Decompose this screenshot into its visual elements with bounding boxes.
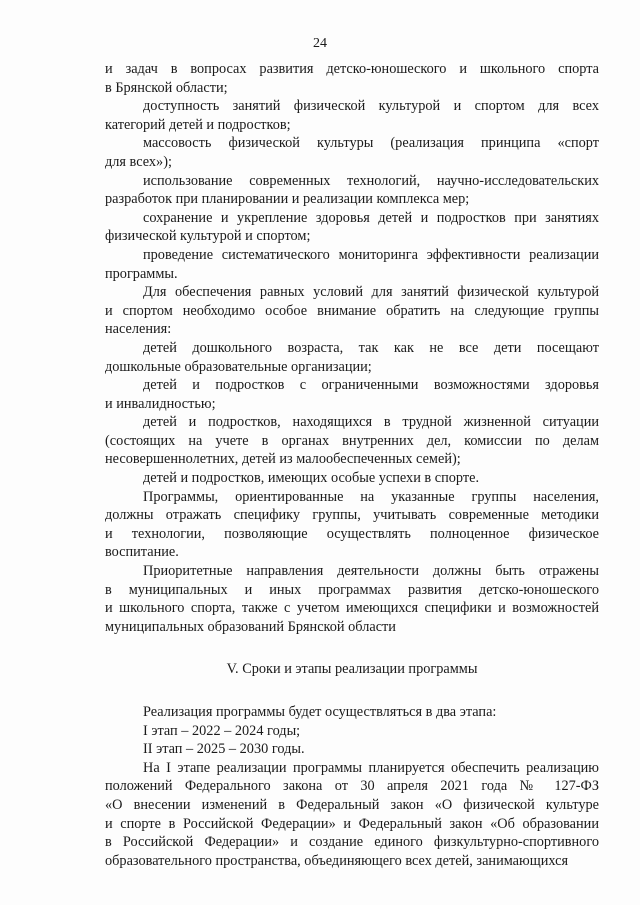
paragraphs-after-heading	[105, 703, 599, 870]
text-line: детей дошкольного возраста, так как не все дети посещают	[143, 339, 599, 356]
text-line: Для обеспечения равных условий для занятий физической культурой	[143, 284, 599, 301]
text-line: разработок при планировании и реализации комплекса мер;	[105, 191, 470, 208]
text-line: в муниципальных и иных программах развития детско-юношеского	[105, 581, 599, 598]
text-line: муниципальных образований Брянской области	[105, 618, 396, 635]
document-body	[105, 60, 599, 870]
text-line: I этап – 2022 – 2024 годы;	[143, 722, 301, 739]
paragraph	[105, 134, 599, 171]
paragraph	[105, 283, 599, 339]
text-line: и инвалидностью;	[105, 395, 216, 412]
text-line: массовость физической культуры (реализация принципа «спорт	[143, 135, 599, 152]
text-line: образовательного пространства, объединяющего всех детей, занимающихся	[105, 852, 569, 869]
paragraph	[105, 703, 599, 722]
paragraph	[105, 722, 599, 741]
text-line: На I этапе реализации программы планируется обеспечить реализацию	[143, 759, 599, 776]
text-line: воспитание.	[105, 544, 179, 561]
paragraph	[105, 339, 599, 376]
text-line: Реализация программы будет осуществляться в два этапа:	[143, 704, 497, 720]
text-line: и школьного спорта, также с учетом имеющихся специфики и возможностей	[105, 600, 599, 617]
text-line: сохранение и укрепление здоровья детей и подростков при занятиях	[143, 209, 599, 226]
paragraph	[105, 413, 599, 469]
paragraph	[105, 488, 599, 562]
text-line: и задач в вопросах развития детско-юношеского и школьного спорта	[105, 61, 599, 77]
text-line: в Российской Федерации» и создание единого физкультурно-спортивного	[105, 834, 599, 851]
text-line: и технологии, позволяющие осуществлять полноценное физическое	[105, 525, 599, 542]
text-line: доступность занятий физической культурой и спортом для всех	[143, 98, 599, 115]
text-line: проведение систематического мониторинга эффективности реализации	[143, 246, 599, 263]
paragraph	[105, 97, 599, 134]
text-line: (состоящих на учете в органах внутренних дел, комиссии по делам	[105, 432, 599, 449]
paragraph	[105, 246, 599, 283]
text-line: программы.	[105, 265, 178, 282]
paragraph	[105, 172, 599, 209]
text-line: детей и подростков, имеющих особые успехи в спорте.	[143, 470, 480, 487]
paragraph	[105, 740, 599, 759]
paragraph	[105, 469, 599, 488]
paragraph	[105, 209, 599, 246]
paragraph	[105, 60, 599, 97]
paragraph	[105, 562, 599, 636]
text-line: должны отражать специфику группы, учитывать современные методики	[105, 507, 599, 524]
text-line: и спортом необходимо особое внимание обратить на следующие группы	[105, 302, 599, 319]
text-line: физической культурой и спортом;	[105, 228, 311, 245]
text-line: «О внесении изменений в Федеральный закон «О физической культуре	[105, 796, 599, 813]
paragraph	[105, 376, 599, 413]
paragraphs-before-heading	[105, 60, 599, 636]
text-line: положений Федерального закона от 30 апреля 2021 года № 127-ФЗ	[105, 778, 599, 795]
text-line: II этап – 2025 – 2030 годы.	[143, 741, 305, 758]
page-number: 24	[313, 36, 327, 51]
text-line: Приоритетные направления деятельности должны быть отражены	[143, 563, 599, 580]
text-line: дошкольные образовательные организации;	[105, 358, 372, 375]
paragraph	[105, 759, 599, 871]
text-line: категорий детей и подростков;	[105, 116, 291, 133]
section-heading: V. Сроки и этапы реализации программы	[226, 661, 478, 678]
text-line: Программы, ориентированные на указанные группы населения,	[143, 488, 599, 505]
text-line: в Брянской области;	[105, 79, 228, 96]
text-line: для всех»);	[105, 153, 172, 170]
text-line: и спорте в Российской Федерации» и Федеральный закон «Об образовании	[105, 815, 599, 832]
text-line: детей и подростков с ограниченными возможностями здоровья	[143, 377, 599, 394]
text-line: детей и подростков, находящихся в трудной жизненной ситуации	[143, 414, 599, 431]
text-line: несовершеннолетних, детей из малообеспеченных семей);	[105, 451, 461, 468]
text-line: населения:	[105, 321, 172, 338]
text-line: использование современных технологий, научно-исследовательских	[143, 172, 599, 189]
